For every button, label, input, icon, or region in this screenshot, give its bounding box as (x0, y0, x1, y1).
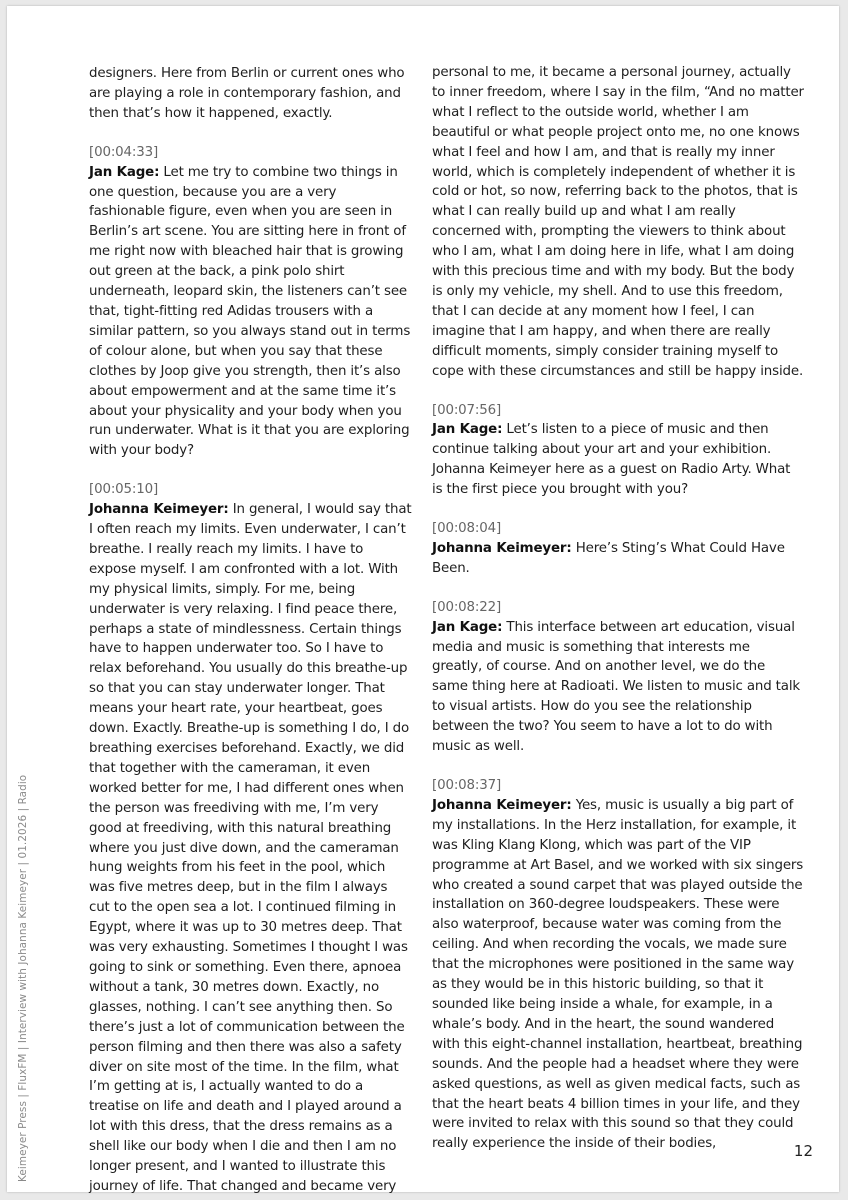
left-column (89, 64, 412, 1197)
side-caption: Keimeyer Press | FluxFM | Interview with Johanna Keimeyer | 01.2026 | Radio (17, 774, 29, 1182)
transcript-text: Here’s Sting’s What Could Have Been. (432, 540, 785, 576)
left-intro-paragraph: designers. Here from Berlin or current ones who are playing a role in contemporary fashion, and then that’s how it happened, exactly. (89, 66, 405, 121)
right-intro-paragraph: personal to me, it became a personal journey, actually to inner freedom, where I say in the film, “And no matter what I reflect to the outside world, whether I am beautiful or what people project onto me, no one knows what I feel and how I am, and that is really my inner world, which is completely independent of whether it is cold or hot, so now, referring back to the photos, that is what I can really build up and what I am really concerned with, prompting the viewers to think about who I am, what I am doing here in life, what I am doing with this precious time and with my body. But the body is only my vehicle, my shell. And to use this freedom, that I can decide at any moment how I feel, I can imagine that I am happy, and when there are really difficult moments, simply consider training myself to cope with these circumstances and still be happy inside. (432, 65, 804, 379)
timestamp: [00:04:33] (89, 144, 159, 160)
speaker-name: Jan Kage: (432, 619, 503, 635)
transcript-entry (432, 598, 804, 757)
timestamp: [00:07:56] (432, 402, 502, 418)
transcript-entry (432, 776, 804, 1154)
transcript-entry (89, 480, 412, 1197)
timestamp: [00:05:10] (89, 482, 159, 498)
transcript-text: Yes, music is usually a big part of my installations. In the Herz installation, for example, it was Kling Klang Klong, which was part of the VIP programme at Art Basel, and we worked with six singers who created a sound carpet that was played outside the installation on 360-degree loudspeakers. These were also waterproof, because water was coming from the ceiling. And when recording the vocals, we made sure that the microphones were positioned in the same way as they would be in this historic building, so that it sounded like being inside a whale, for example, in a whale’s body. And in the heart, the sound wandered with this eight-channel installation, heartbeat, breathing sounds. And the people had a headset where they were asked questions, as well as given medical facts, such as that the heart beats 4 billion times in your life, and they were invited to relax with this sound so that they could really experience the inside of their bodies, (432, 797, 804, 1152)
timestamp: [00:08:37] (432, 778, 502, 793)
transcript-paragraph (432, 796, 804, 1154)
page-number: 12 (793, 1142, 813, 1160)
transcript-entry (432, 401, 804, 501)
transcript-entry (89, 143, 412, 462)
speaker-name: Johanna Keimeyer: (432, 540, 572, 556)
transcript-text: Let me try to combine two things in one question, because you are a very fashionable figure, even when you are seen in Berlin’s art scene. You are sitting here in front of me right now with bleached hair that is growing out green at the back, a pink polo shirt underneath, leopard skin, the listeners can’t see that, tight-fitting red Adidas trousers with a similar pattern, so you always stand out in terms of colour alone, but when you say that these clothes by Joop give you strength, then it’s also about empowerment and at the same time it’s about your physicality and your body when you run underwater. What is it that you are exploring with your body? (89, 164, 411, 459)
timestamp: [00:08:04] (432, 521, 502, 537)
document-page (7, 6, 839, 1192)
transcript-paragraph (89, 163, 412, 462)
right-column (432, 63, 804, 1154)
transcript-text: This interface between art education, visual media and music is something that interests me greatly, of course. And on another level, we do the same thing here at Radioati. We listen to music and talk to visual artists. How do you see the relationship between the two? You seem to have a lot to do with music as well. (432, 619, 801, 755)
transcript-paragraph (432, 420, 804, 500)
transcript-text: In general, I would say that I often reach my limits. Even underwater, I can’t breathe. I really reach my limits. I have to expose myself. I am confronted with a lot. With my physical limits, simply. For me, being underwater is very relaxing. I find peace there, perhaps a state of mindlessness. Certain things have to happen underwater too. So I have to relax beforehand. You usually do this breathe-up so that you can stay underwater longer. That means your heart rate, your heartbeat, goes down. Exactly. Breathe-up is something I do, I do breathing exercises beforehand. Exactly, we did that together with the cameraman, it even worked better for me, I had different ones when the person was freediving with me, I’m very good at freediving, with this natural breathing where you just dive down, and the cameraman hung weights from his feet in the pool, which was five metres deep, but in the film I always cut to the open sea a lot. I continued filming in Egypt, where it was up to 30 metres deep. That was very exhausting. Sometimes I thought I was going to sink or something. Even there, apnoea without a tank, 30 metres down. Exactly, no glasses, nothing. I can’t see anything then. So there’s just a lot of communication between the person filming and then there was also a safety diver on site most of the time. In the film, what I’m getting at is, I actually wanted to do a treatise on life and death and I played around a lot with this dress, that the dress remains as a shell like our body when I die and then I am no longer present, and I wanted to illustrate this journey of life. That changed and became very (89, 502, 412, 1194)
transcript-paragraph (432, 618, 804, 757)
speaker-name: Johanna Keimeyer: (432, 797, 572, 813)
transcript-entry (432, 519, 804, 579)
transcript-text: Let’s listen to a piece of music and then continue talking about your art and your exhibition. Johanna Keimeyer here as a guest on Radio Arty. What is the first piece you brought with you? (432, 422, 791, 498)
speaker-name: Jan Kage: (432, 422, 503, 438)
speaker-name: Johanna Keimeyer: (89, 502, 229, 518)
speaker-name: Jan Kage: (89, 164, 160, 180)
timestamp: [00:08:22] (432, 599, 502, 615)
transcript-paragraph (89, 500, 412, 1197)
transcript-paragraph (432, 539, 804, 579)
